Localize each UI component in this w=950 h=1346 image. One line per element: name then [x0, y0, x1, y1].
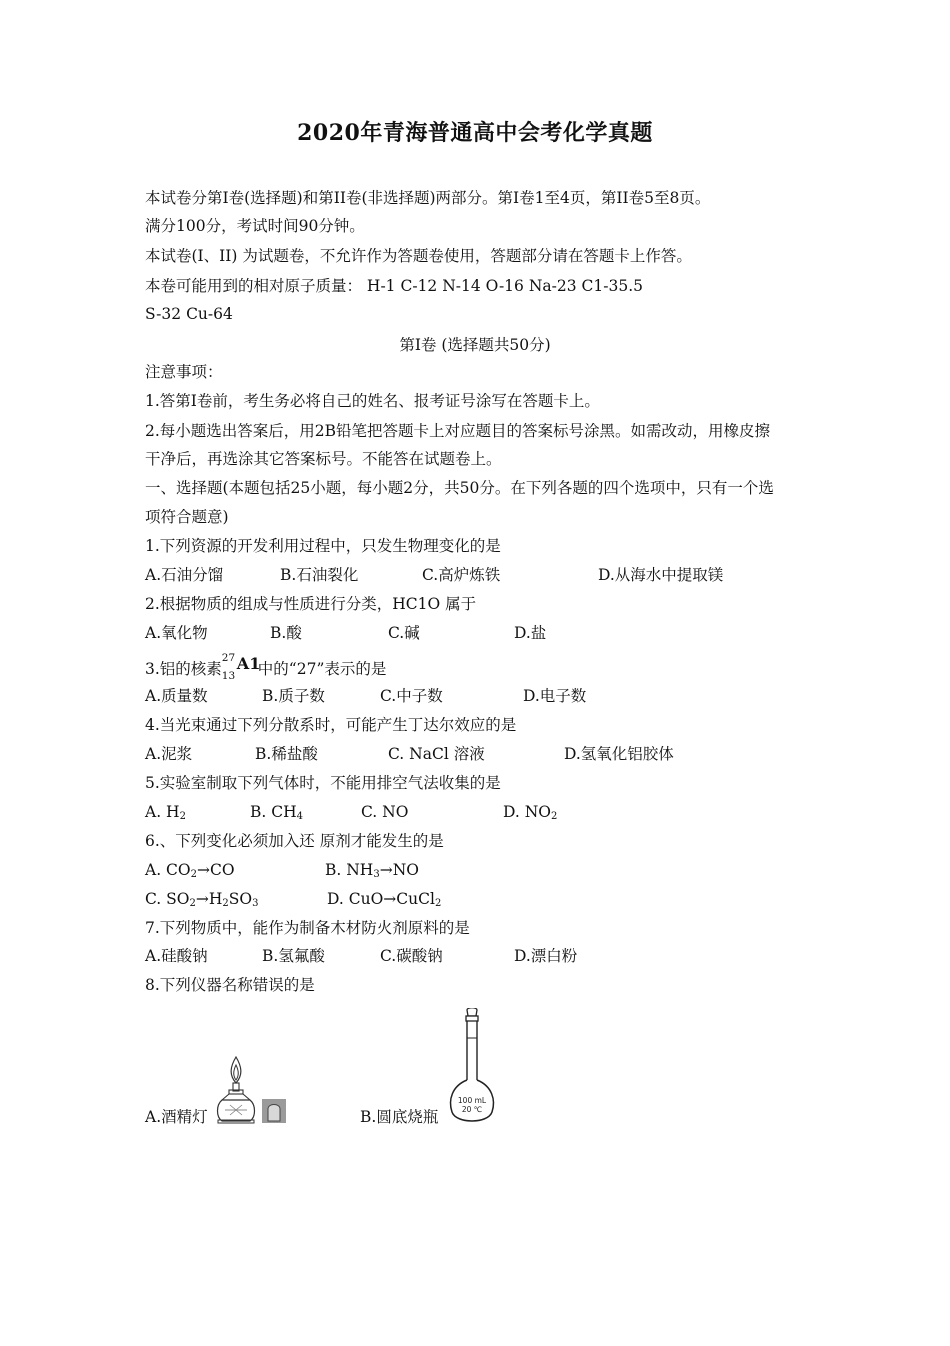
- q8-option-a: A.酒精灯: [145, 1108, 208, 1126]
- atomic-mass-line-2: S-32 Cu-64: [145, 305, 233, 323]
- q6-option-b-product: →NO: [379, 861, 419, 879]
- q8-option-b: B.圆底烧瓶: [360, 1108, 439, 1126]
- q2-option-c: C.碱: [388, 624, 420, 642]
- q5-option-d-text: D. NO: [503, 803, 551, 821]
- q6-option-c-subscript-2: 2: [222, 898, 229, 909]
- q5-stem: 5.实验室制取下列气体时，不能用排空气法收集的是: [145, 774, 501, 792]
- q6-option-a-product: →CO: [197, 861, 235, 879]
- q6-stem: 6.、下列变化必须加入还 原剂才能发生的是: [145, 832, 444, 850]
- q5-option-a-text: A. H: [145, 803, 180, 821]
- q6-option-c-product: →H: [195, 890, 223, 908]
- q6-option-b-subscript: 3: [373, 869, 380, 880]
- q6-option-a: [145, 860, 235, 885]
- q4-stem: 4.当光束通过下列分散系时，可能产生丁达尔效应的是: [145, 716, 517, 734]
- q3-stem: [145, 652, 387, 682]
- q5-option-b: [250, 802, 303, 827]
- q5-option-b-text: B. CH: [250, 803, 297, 821]
- q2-stem: 2.根据物质的组成与性质进行分类，HC1O 属于: [145, 595, 477, 613]
- atomic-mass-line-1: 本卷可能用到的相对原子质量： H-1 C-12 N-14 O-16 Na-23 C1-35.5: [145, 277, 643, 295]
- q3-option-a: A.质量数: [145, 687, 208, 705]
- part1-heading-line-2: 项符合题意): [145, 508, 229, 526]
- q2-option-b: B.酸: [270, 624, 302, 642]
- notes-heading: 注意事项：: [145, 363, 223, 381]
- flask-volume-mark: 100 mL: [457, 1096, 487, 1105]
- q6-option-b-text: B. NH: [325, 861, 374, 879]
- q7-option-b: B.氢氟酸: [262, 947, 325, 965]
- q5-option-a-subscript: 2: [179, 811, 186, 822]
- alcohol-lamp-icon: [212, 1055, 288, 1125]
- q6-option-c-subscript-3: 3: [252, 898, 259, 909]
- q5-option-b-subscript: 4: [296, 811, 303, 822]
- q3-option-c: C.中子数: [380, 687, 443, 705]
- q8-stem: 8.下列仪器名称错误的是: [145, 976, 315, 994]
- mass-number: 27: [221, 652, 236, 664]
- q6-option-b: [325, 860, 419, 885]
- q7-option-d: D.漂白粉: [514, 947, 578, 965]
- q6-option-d-text: D. CuO→CuCl: [327, 890, 435, 908]
- element-symbol: A1: [236, 654, 261, 673]
- volumetric-flask-icon: [446, 1008, 498, 1128]
- aluminium-nuclide-symbol: [221, 652, 261, 682]
- q5-option-c: C. NO: [361, 803, 409, 821]
- part1-heading-line-1: 一、选择题(本题包括25小题，每小题2分，共50分。在下列各题的四个选项中，只有一个选: [145, 479, 774, 497]
- q4-option-d: D.氢氧化铝胶体: [564, 745, 674, 763]
- note-1: 1.答第Ⅰ卷前，考生务必将自己的姓名、报考证号涂写在答题卡上。: [145, 392, 600, 410]
- q6-option-d-subscript: 2: [434, 898, 442, 909]
- q3-stem-suffix: 中的“27”表示的是: [257, 660, 387, 678]
- atomic-number: 13: [221, 670, 236, 682]
- q7-option-c: C.碳酸钠: [380, 947, 443, 965]
- q1-stem: 1.下列资源的开发利用过程中，只发生物理变化的是: [145, 537, 501, 555]
- q3-option-b: B.质子数: [262, 687, 325, 705]
- q2-option-a: A.氧化物: [145, 624, 208, 642]
- q4-option-c: C. NaCl 溶液: [388, 745, 485, 763]
- q2-option-d: D.盐: [514, 624, 547, 642]
- q6-option-d: [327, 889, 441, 914]
- q1-option-c: C.高炉炼铁: [422, 566, 501, 584]
- q6-option-a-subscript: 2: [190, 869, 197, 880]
- q7-stem: 7.下列物质中，能作为制备木材防火剂原料的是: [145, 919, 470, 937]
- section-title: 第Ⅰ卷 (选择题共50分): [399, 336, 551, 354]
- q1-option-b: B.石油裂化: [280, 566, 359, 584]
- note-2-line-2: 干净后，再选涂其它答案标号。不能答在试题卷上。: [145, 450, 502, 468]
- q3-option-d: D.电子数: [523, 687, 587, 705]
- q5-option-d-subscript: 2: [551, 811, 558, 822]
- q7-option-a: A.硅酸钠: [145, 947, 208, 965]
- q6-option-a-text: A. CO: [145, 861, 191, 879]
- q1-option-a: A.石油分馏: [145, 566, 224, 584]
- q6-option-c: [145, 889, 258, 914]
- intro-line-2: 满分100分，考试时间90分钟。: [145, 217, 365, 235]
- intro-line-1: 本试卷分第Ⅰ卷(选择题)和第II卷(非选择题)两部分。第Ⅰ卷1至4页，第II卷5至8页。: [145, 189, 711, 207]
- q3-stem-prefix: 3.铝的核素: [145, 660, 222, 678]
- intro-line-3: 本试卷(I、II) 为试题卷，不允许作为答题卷使用，答题部分请在答题卡上作答。: [145, 247, 692, 265]
- q4-option-b: B.稀盐酸: [255, 745, 318, 763]
- q5-option-d: [503, 802, 557, 827]
- page-title: 2020年青海普通高中会考化学真题: [297, 120, 653, 146]
- q1-option-d: D.从海水中提取镁: [598, 566, 724, 584]
- flask-temperature-mark: 20 ℃: [461, 1105, 483, 1114]
- q4-option-a: A.泥浆: [145, 745, 193, 763]
- q5-option-a: [145, 802, 186, 827]
- note-2-line-1: 2.每小题选出答案后，用2B铅笔把答题卡上对应题目的答案标号涂黑。如需改动，用橡皮擦: [145, 422, 771, 440]
- q6-option-c-subscript-1: 2: [189, 898, 196, 909]
- q6-option-c-text: C. SO: [145, 890, 190, 908]
- q6-option-c-product-2: SO: [228, 890, 253, 908]
